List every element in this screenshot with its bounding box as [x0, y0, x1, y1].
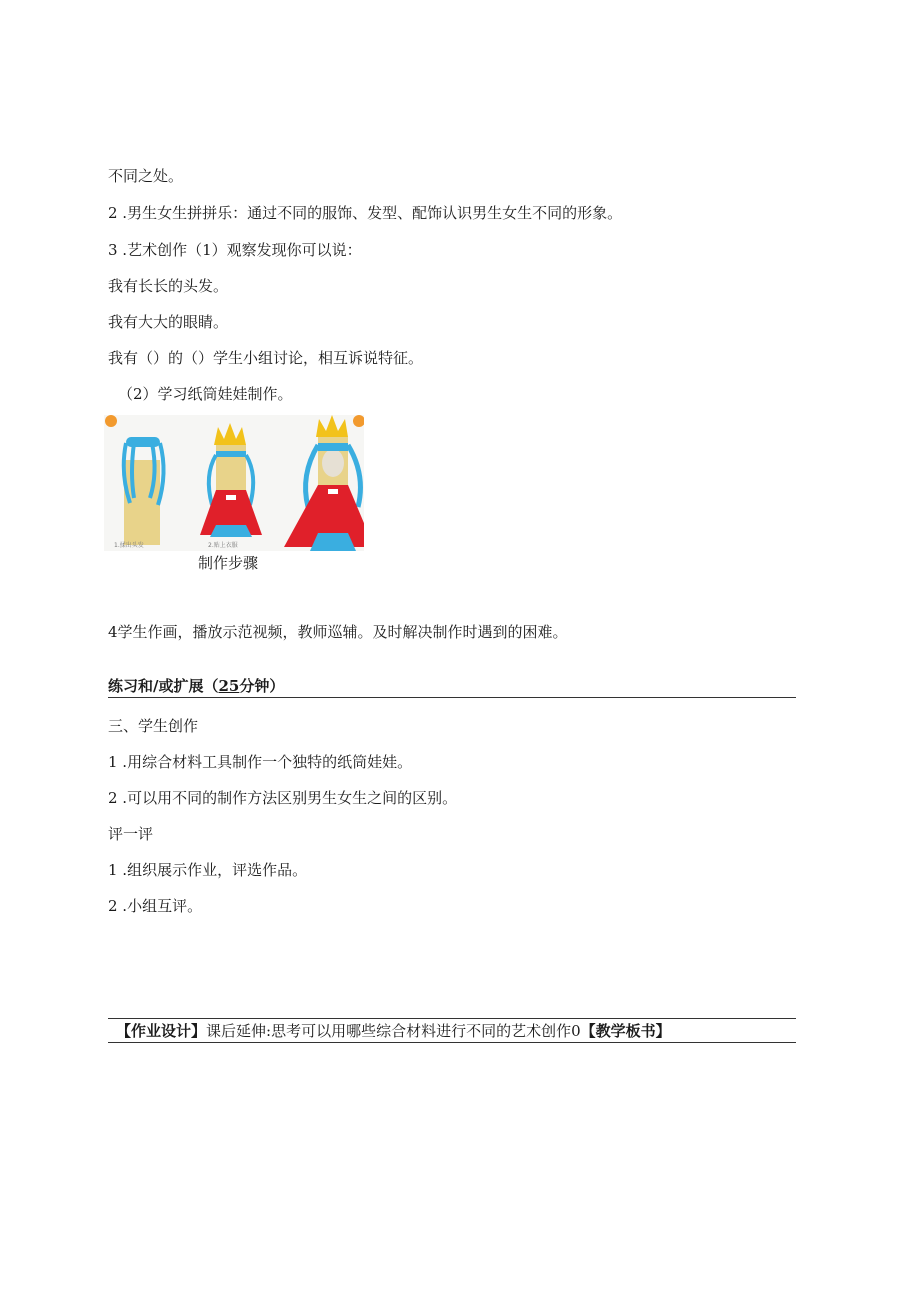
doll-steps-image	[104, 415, 364, 551]
text-line: 三、学生创作	[108, 717, 199, 735]
text-line: 不同之处。	[108, 167, 184, 185]
step2-label: 2.贴上衣服	[208, 542, 238, 549]
text-line: 我有大大的眼睛。	[108, 313, 229, 331]
text-line: 1 .用综合材料工具制作一个独特的纸筒娃娃。	[108, 753, 413, 771]
homework-label: 【作业设计】	[116, 1022, 207, 1040]
text-line: 我有长长的头发。	[108, 277, 229, 295]
text-line: 评一评	[108, 825, 154, 843]
section-title: 练习和/或扩展（25分钟）	[108, 677, 285, 695]
section-divider	[108, 697, 796, 698]
homework-line	[116, 1021, 671, 1041]
text-line: 我有（）的（）学生小组讨论，相互诉说特征。	[108, 349, 424, 367]
homework-bottom-rule	[108, 1042, 796, 1043]
text-line: 3 .艺术创作（1）观察发现你可以说：	[108, 241, 362, 259]
text-line: 2 .男生女生拼拼乐：通过不同的服饰、发型、配饰认识男生女生不同的形象。	[108, 204, 623, 222]
board-label: 【教学板书】	[580, 1022, 671, 1040]
text-line: 2 .小组互评。	[108, 897, 203, 915]
text-line: 1 .组织展示作业，评选作品。	[108, 861, 308, 879]
text-line: 4学生作画，播放示范视频，教师巡辅。及时解决制作时遇到的困难。	[108, 623, 568, 641]
step1-label: 1.揉出头发	[114, 542, 144, 549]
text-line: 2 .可以用不同的制作方法区别男生女生之间的区别。	[108, 789, 458, 807]
figure-caption: 制作步骤	[198, 554, 259, 572]
text-line: （2）学习纸筒娃娃制作。	[118, 385, 293, 403]
homework-text: 课后延伸:思考可以用哪些综合材料进行不同的艺术创作0	[206, 1022, 581, 1040]
homework-top-rule	[108, 1018, 796, 1019]
